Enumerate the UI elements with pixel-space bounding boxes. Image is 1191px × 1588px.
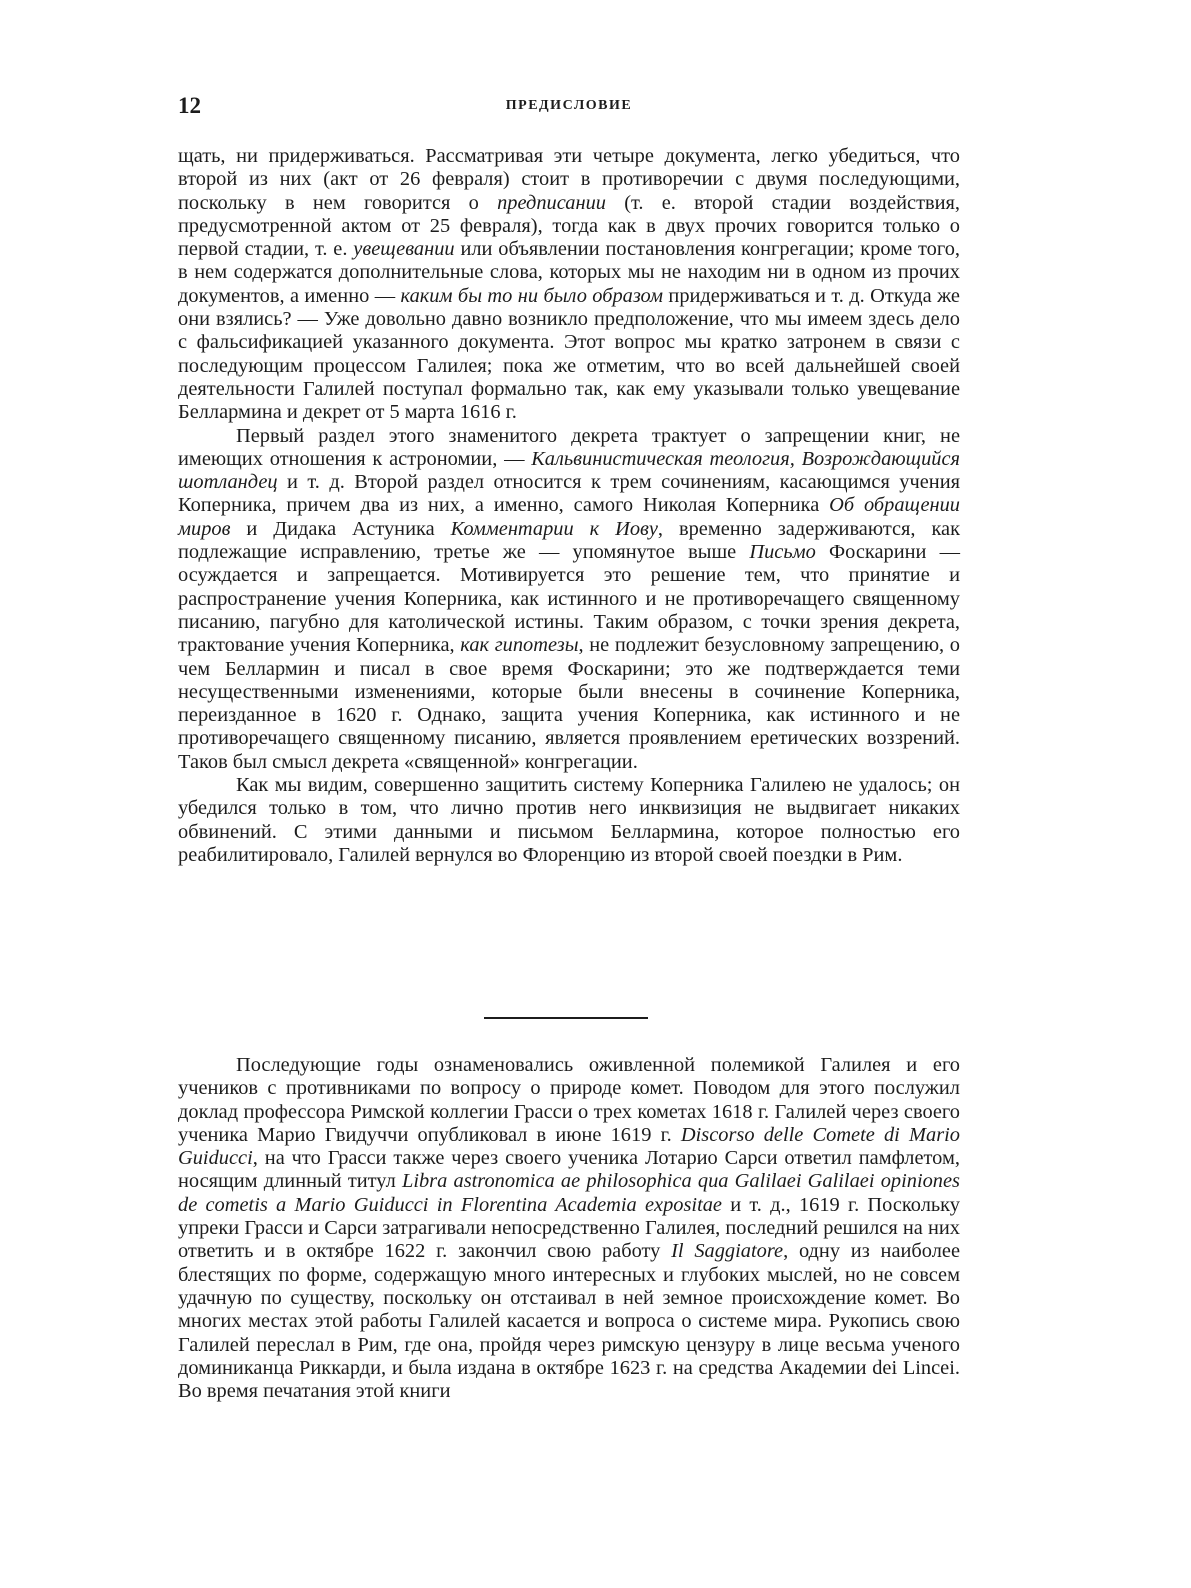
text-run: (т. е. второй стадии воздействия, предусмотренной актом от 25 февраля), тогда как в двух прочих говорится только о первой стадии, т. е. bbox=[178, 191, 961, 261]
italic-run: Discorso delle Comete di Mario Guiducci bbox=[178, 1123, 960, 1170]
text-run: придерживаться и т. д. Откуда же они взялись? — Уже довольно давно возникло предположение, что мы имеем здесь дело с фальсификацией указанного документа. Этот вопрос мы кратко затронем в связи с последующим процессом Галилея; пока же отметим, что во всей дальнейшей своей деятельности Галилей поступал формально так, как ему указывали только увещевание Беллармина и декрет от 5 марта 1616 г. bbox=[178, 284, 960, 424]
text-run: , на что Грасси также через своего ученика Лотарио Сарси ответил памфлетом, носящим длинный титул bbox=[178, 1147, 960, 1193]
paragraph bbox=[178, 774, 960, 867]
italic-run: увещевании bbox=[353, 238, 455, 261]
text-run: или объявлении постановления конгрегации; кроме того, в нем содержатся дополнительные слова, которых мы не находим ни в одном из прочих документов, а именно — bbox=[178, 238, 960, 307]
text-run: Фоскарини — осуждается и запрещается. Мотивируется это решение тем, что принятие и распространение учения Коперника, как истинного и не противоречащего священному писанию, пагубно для католической истины. Таким образом, с точки зрения декрета, трактование учения Коперника, bbox=[178, 541, 961, 657]
text-run: Последующие годы ознаменовались оживленной полемикой Галилея и его учеников с противниками по вопросу о природе комет. Поводом для этого послужил доклад профессора Римской коллегии Грасси о трех кометах 1618 г. Галилей через своего ученика Марио Гвидуччи опубликовал в июне 1619 г. bbox=[178, 1054, 960, 1146]
running-head: ПРЕДИСЛОВИЕ bbox=[505, 98, 633, 113]
paragraph bbox=[178, 425, 960, 774]
paragraph bbox=[178, 1054, 960, 1403]
text-run: и Дидака Астуника bbox=[230, 517, 451, 540]
italic-run: Письмо bbox=[749, 541, 816, 564]
italic-run: Комментарии к Иову bbox=[450, 517, 658, 540]
text-run: Как мы видим, совершенно защитить систему Коперника Галилею не удалось; он убедился только в том, что лично против него инквизиция не выдвигает никаких обвинений. С этими данными и письмом Беллармина, которое полностью его реабилитировало, Галилей вернулся во Флоренцию из второй своей поездки в Рим. bbox=[178, 774, 960, 866]
italic-run: Il Saggiatore bbox=[671, 1240, 784, 1263]
italic-run: предписании bbox=[497, 191, 606, 214]
italic-run: как гипотезы bbox=[460, 634, 579, 657]
page-header bbox=[178, 92, 960, 122]
text-run: щать, ни придерживаться. Рассматривая эти четыре документа, легко убедиться, что второй из них (акт от 26 февраля) стоит в противоречии с двумя последующими, поскольку в нем говорится о bbox=[178, 145, 960, 214]
section-1 bbox=[178, 145, 960, 867]
text-run: и т. д., 1619 г. Поскольку упреки Грасси и Сарси затрагивали непосредственно Галилея, последний решился на них ответить и в октябре 1622 г. закончил свою работу bbox=[178, 1193, 960, 1263]
italic-run: Кальвинистическая теология, Возрождающийся шотландец bbox=[178, 447, 960, 494]
text-run: и т. д. Второй раздел относится к трем сочинениям, касающимся учения Коперника, причем два из них, а именно, самого Николая Коперника bbox=[178, 471, 960, 517]
text-run: , временно задерживаются, как подлежащие исправлению, третье же — упомянутое выше bbox=[178, 517, 960, 564]
section-2 bbox=[178, 1054, 960, 1403]
page-number: 12 bbox=[178, 93, 201, 118]
italic-run: каким бы то ни было образом bbox=[400, 284, 663, 307]
italic-run: Об обращении миров bbox=[178, 494, 961, 540]
paragraph bbox=[178, 145, 960, 425]
section-divider bbox=[484, 1017, 648, 1019]
text-run: , не подлежит безусловному запрещению, о чем Беллармин и писал в свое время Фоскарини; это же подтверждается теми несущественными изменениями, которые были внесены в сочинение Коперника, переизданное в 1620 г. Однако, защита учения Коперника, как истинного и не противоречащего священному писанию, является проявлением еретических воззрений. Таков был смысл декрета «священной» конгрегации. bbox=[178, 634, 960, 773]
text-run: Первый раздел этого знаменитого декрета трактует о запрещении книг, не имеющих отношения к астрономии, — bbox=[178, 424, 960, 470]
italic-run: Libra astronomica ae philosophica qua Galilaei Galilaei opiniones de cometis a Mario Guiducci in Florentina Academia expositae bbox=[178, 1170, 960, 1216]
text-run: , одну из наиболее блестящих по форме, содержащую много интересных и глубоких мыслей, но не совсем удачную по существу, поскольку он отстаивал в ней земное происхождение комет. Во многих местах этой работы Галилей касается и вопроса о системе мира. Рукопись свою Галилей переслал в Рим, где она, пройдя через римскую цензуру в лице весьма ученого доминиканца Риккарди, и была издана в октябре 1623 г. на средства Академии dei Lincei. Во время печатания этой книги bbox=[178, 1240, 960, 1403]
